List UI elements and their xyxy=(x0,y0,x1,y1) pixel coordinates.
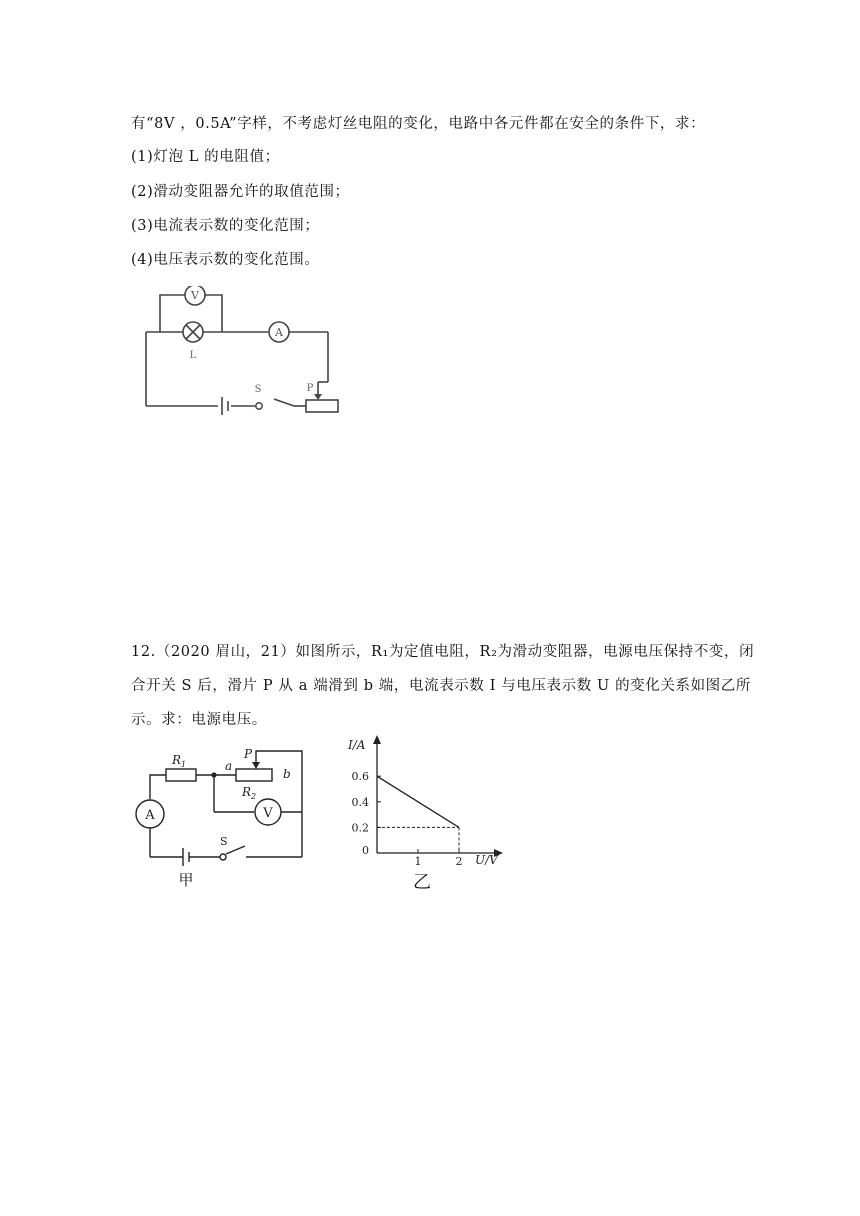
r2-label: $R_2$ xyxy=(242,785,257,801)
problem11-q3: (3)电流表示数的变化范围； xyxy=(131,218,320,234)
caption-jia: 甲 xyxy=(178,871,194,889)
end-b-label: b xyxy=(283,767,291,781)
slider-arrow-icon xyxy=(314,394,322,400)
end-a-label: a xyxy=(225,759,233,773)
x-axis-label: U/V xyxy=(475,853,498,867)
y-tick-label: 0.2 xyxy=(351,821,369,835)
caption-yi: 乙 xyxy=(413,872,431,893)
junction-dot xyxy=(211,772,216,777)
problem12-line1: 12.（2020 眉山，21）如图所示，R₁为定值电阻，R₂为滑动变阻器，电源电压保持不变，闭 xyxy=(131,644,755,660)
switch-pivot xyxy=(256,403,262,409)
y-axis-label: I/A xyxy=(348,738,366,752)
y-axis-arrow-icon xyxy=(373,735,381,744)
iu-graph xyxy=(340,728,510,893)
ammeter-label: A xyxy=(145,808,155,823)
switch-pivot xyxy=(220,854,226,860)
r1-label: $R_1$ xyxy=(172,753,187,769)
switch-label: S xyxy=(220,835,228,848)
switch-label: S xyxy=(254,384,262,395)
origin-label: 0 xyxy=(362,844,369,857)
ammeter-label: A xyxy=(275,326,283,339)
problem11-q1: (1)灯泡 L 的电阻值； xyxy=(131,149,280,165)
slider-arrow-icon xyxy=(252,762,260,769)
slider-label: P xyxy=(306,383,314,394)
circuit-diagram-jia xyxy=(128,742,323,892)
problem11-q4: (4)电压表示数的变化范围。 xyxy=(131,252,320,268)
slider-label: P xyxy=(244,747,253,761)
problem12-line2: 合开关 S 后，滑片 P 从 a 端滑到 b 端，电流表示数 I 与电压表示数 U 的变化关系如图乙所 xyxy=(131,678,751,694)
y-tick-label: 0.4 xyxy=(351,795,369,809)
lamp-label: L xyxy=(189,350,197,361)
series-line xyxy=(377,776,459,827)
x-tick-label: 1 xyxy=(414,855,422,868)
y-tick-label: 0.6 xyxy=(351,770,369,784)
x-tick-label: 2 xyxy=(455,855,463,868)
voltmeter-label: V xyxy=(191,289,199,302)
circuit-diagram-1 xyxy=(138,286,348,421)
problem12-line3: 示。求：电源电压。 xyxy=(131,712,267,728)
problem11-line1: 有“8V ，0.5A”字样，不考虑灯丝电阻的变化，电路中各元件都在安全的条件下，求： xyxy=(131,116,706,132)
voltmeter-label: V xyxy=(263,806,273,821)
problem11-q2: (2)滑动变阻器允许的取值范围； xyxy=(131,184,350,200)
